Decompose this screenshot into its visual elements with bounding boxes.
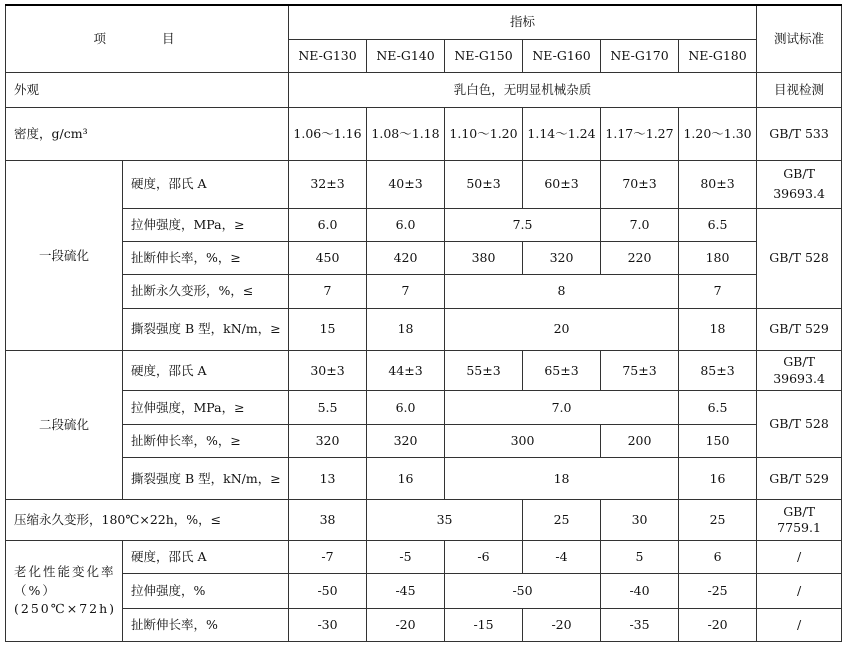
- appearance-value: 乳白色，无明显机械杂质: [289, 73, 757, 107]
- aging-hardness-value: 5: [601, 540, 679, 573]
- stage1-elongation-value: 320: [523, 241, 601, 274]
- density-value: 1.10～1.20: [445, 107, 523, 161]
- grade-header: NE-G130: [289, 39, 367, 72]
- appearance-standard: 目视检测: [757, 73, 842, 107]
- aging-elongation-value: -15: [445, 608, 523, 642]
- compression-value: 35: [367, 500, 523, 540]
- aging-elongation-value: -20: [367, 608, 445, 642]
- stage2-hardness-value: 44±3: [367, 350, 445, 390]
- aging-tensile-label: 拉伸强度，%: [123, 574, 289, 608]
- stage2-tear-value: 16: [679, 458, 757, 500]
- stage2-tear-standard: GB/T 529: [757, 458, 842, 500]
- stage1-hardness-value: 60±3: [523, 161, 601, 208]
- appearance-label: 外观: [6, 73, 289, 107]
- stage1-tensile-value: 7.5: [445, 208, 601, 241]
- compression-value: 38: [289, 500, 367, 540]
- stage1-tensile-label: 拉伸强度，MPa，≥: [123, 208, 289, 241]
- aging-hardness-label: 硬度，邵氏 A: [123, 540, 289, 573]
- compression-value: 30: [601, 500, 679, 540]
- aging-tensile-value: -50: [445, 574, 601, 608]
- aging-elongation-label: 扯断伸长率，%: [123, 608, 289, 642]
- stage1-tear-value: 15: [289, 308, 367, 350]
- stage2-hardness-value: 75±3: [601, 350, 679, 390]
- stage1-set-value: 8: [445, 275, 679, 308]
- stage1-hardness-value: 80±3: [679, 161, 757, 208]
- stage1-tensile-value: 6.5: [679, 208, 757, 241]
- stage2-elongation-standard: GB/T 528: [757, 391, 842, 458]
- stage2-elongation-value: 320: [289, 424, 367, 457]
- header-test-standard: 测试标准: [757, 5, 842, 73]
- stage2-tear-value: 16: [367, 458, 445, 500]
- stage1-hardness-label: 硬度，邵氏 A: [123, 161, 289, 208]
- stage2-tensile-label: 拉伸强度，MPa，≥: [123, 391, 289, 424]
- stage1-tear-value: 18: [679, 308, 757, 350]
- aging-elongation-value: -20: [523, 608, 601, 642]
- stage1-tear-value: 20: [445, 308, 679, 350]
- aging-elongation-value: -35: [601, 608, 679, 642]
- aging-tensile-value: -40: [601, 574, 679, 608]
- density-value: 1.08～1.18: [367, 107, 445, 161]
- aging-elongation-standard: /: [757, 608, 842, 642]
- grade-header: NE-G170: [601, 39, 679, 72]
- aging-hardness-value: 6: [679, 540, 757, 573]
- stage1-tensile-value: 6.0: [289, 208, 367, 241]
- aging-hardness-value: -5: [367, 540, 445, 573]
- stage2-tensile-value: 6.0: [367, 391, 445, 424]
- stage2-elongation-value: 320: [367, 424, 445, 457]
- stage1-set-label: 扯断永久变形，%，≤: [123, 275, 289, 308]
- stage1-set-value: 7: [289, 275, 367, 308]
- aging-tensile-value: -50: [289, 574, 367, 608]
- aging-hardness-value: -4: [523, 540, 601, 573]
- compression-standard: GB/T 7759.1: [757, 500, 842, 540]
- aging-group: 老化性能变化率（%）(250℃×72h): [6, 540, 123, 641]
- stage2-tear-value: 18: [445, 458, 679, 500]
- stage1-tensile-value: 7.0: [601, 208, 679, 241]
- aging-hardness-value: -6: [445, 540, 523, 573]
- stage1-elongation-value: 450: [289, 241, 367, 274]
- stage2-group: 二段硫化: [6, 350, 123, 499]
- stage1-hardness-value: 50±3: [445, 161, 523, 208]
- stage1-hardness-standard: GB/T 39693.4: [757, 161, 842, 208]
- header-item: 项 目: [6, 5, 289, 73]
- stage2-hardness-value: 65±3: [523, 350, 601, 390]
- stage1-elongation-value: 420: [367, 241, 445, 274]
- stage1-set-value: 7: [679, 275, 757, 308]
- aging-hardness-standard: /: [757, 540, 842, 573]
- stage2-tear-value: 13: [289, 458, 367, 500]
- compression-value: 25: [679, 500, 757, 540]
- density-value: 1.14～1.24: [523, 107, 601, 161]
- aging-tensile-value: -25: [679, 574, 757, 608]
- header-indicator: 指标: [289, 5, 757, 39]
- aging-tensile-value: -45: [367, 574, 445, 608]
- aging-tensile-standard: /: [757, 574, 842, 608]
- stage2-hardness-value: 55±3: [445, 350, 523, 390]
- stage1-elongation-standard: GB/T 528: [757, 208, 842, 308]
- stage2-tensile-value: 6.5: [679, 391, 757, 424]
- density-value: 1.06～1.16: [289, 107, 367, 161]
- aging-elongation-value: -30: [289, 608, 367, 642]
- density-value: 1.17～1.27: [601, 107, 679, 161]
- density-value: 1.20～1.30: [679, 107, 757, 161]
- stage2-elongation-label: 扯断伸长率，%，≥: [123, 424, 289, 457]
- specification-table: [5, 4, 842, 642]
- stage2-hardness-label: 硬度，邵氏 A: [123, 350, 289, 390]
- stage1-group: 一段硫化: [6, 161, 123, 351]
- stage1-set-value: 7: [367, 275, 445, 308]
- stage2-tensile-value: 7.0: [445, 391, 679, 424]
- aging-hardness-value: -7: [289, 540, 367, 573]
- grade-header: NE-G150: [445, 39, 523, 72]
- stage2-elongation-value: 300: [445, 424, 601, 457]
- grade-header: NE-G160: [523, 39, 601, 72]
- compression-value: 25: [523, 500, 601, 540]
- stage2-tensile-value: 5.5: [289, 391, 367, 424]
- stage1-hardness-value: 40±3: [367, 161, 445, 208]
- stage2-tear-label: 撕裂强度 B 型，kN/m，≥: [123, 458, 289, 500]
- stage2-hardness-standard: GB/T 39693.4: [757, 350, 842, 390]
- stage2-hardness-value: 30±3: [289, 350, 367, 390]
- stage1-tear-label: 撕裂强度 B 型，kN/m，≥: [123, 308, 289, 350]
- stage1-elongation-value: 380: [445, 241, 523, 274]
- grade-header: NE-G180: [679, 39, 757, 72]
- stage2-hardness-value: 85±3: [679, 350, 757, 390]
- density-label: 密度，g/cm³: [6, 107, 289, 161]
- stage1-hardness-value: 70±3: [601, 161, 679, 208]
- compression-label: 压缩永久变形，180℃×22h，%，≤: [6, 500, 289, 540]
- density-standard: GB/T 533: [757, 107, 842, 161]
- stage1-elongation-label: 扯断伸长率，%，≥: [123, 241, 289, 274]
- stage2-elongation-value: 150: [679, 424, 757, 457]
- stage1-tear-standard: GB/T 529: [757, 308, 842, 350]
- aging-elongation-value: -20: [679, 608, 757, 642]
- stage1-tear-value: 18: [367, 308, 445, 350]
- grade-header: NE-G140: [367, 39, 445, 72]
- stage1-elongation-value: 220: [601, 241, 679, 274]
- stage2-elongation-value: 200: [601, 424, 679, 457]
- stage1-tensile-value: 6.0: [367, 208, 445, 241]
- stage1-elongation-value: 180: [679, 241, 757, 274]
- stage1-hardness-value: 32±3: [289, 161, 367, 208]
